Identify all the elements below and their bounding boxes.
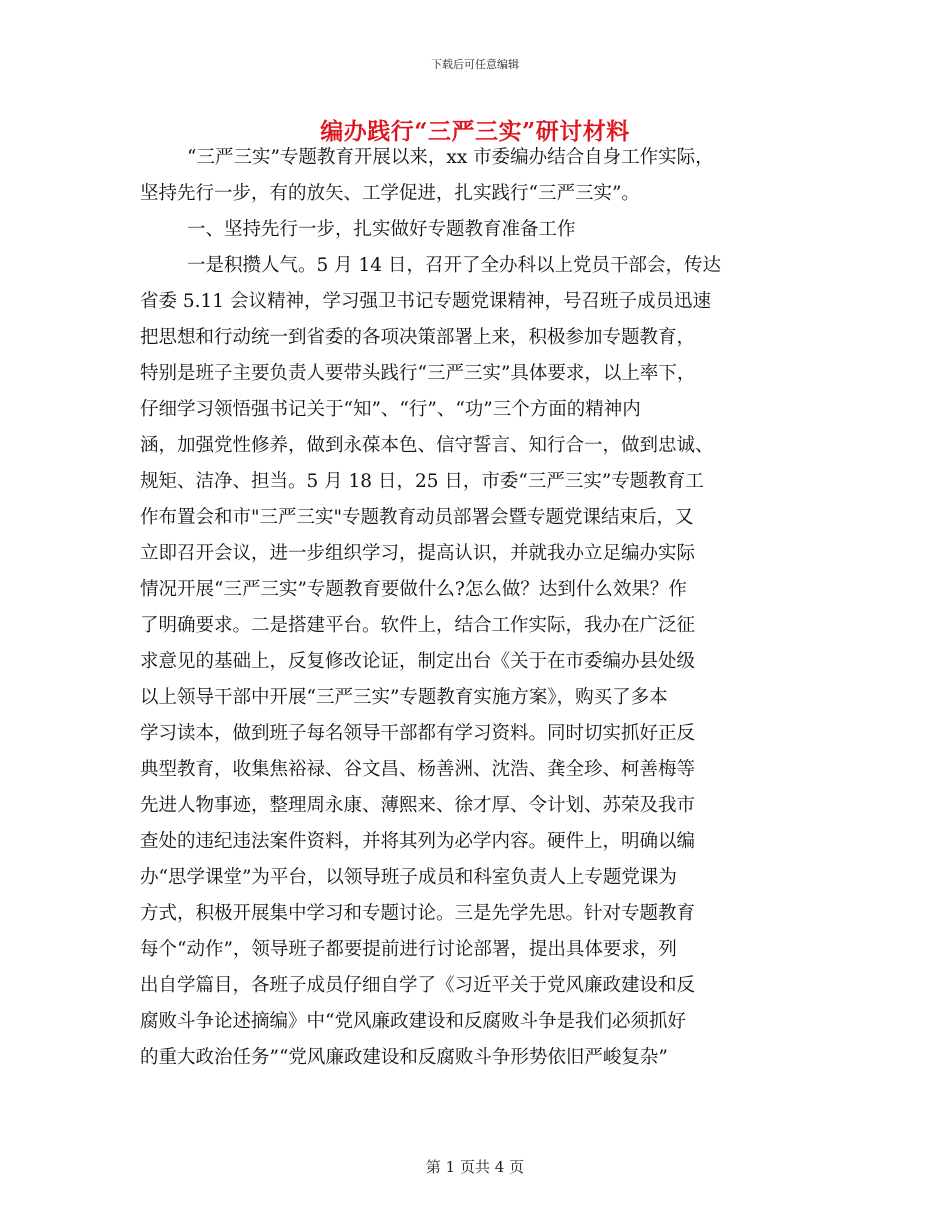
- page-header-note: 下载后可任意编辑: [431, 58, 519, 71]
- document-title: 编办践行“三严三实”研讨材料: [320, 118, 630, 145]
- body-line: 先进人物事迹，整理周永康、薄熙来、徐才厚、令计划、苏荣及我市: [140, 795, 696, 816]
- body-line: 规矩、洁净、担当。5 月 18 日，25 日，市委“三严三实”专题教育工: [140, 471, 704, 492]
- body-line: 立即召开会议，进一步组织学习，提高认识，并就我办立足编办实际: [140, 543, 696, 564]
- body-line: 查处的违纪违法案件资料，并将其列为必学内容。硬件上，明确以编: [140, 831, 696, 852]
- body-line: “三严三实”专题教育开展以来，xx 市委编办结合自身工作实际，: [187, 147, 714, 168]
- body-line: 方式，积极开展集中学习和专题讨论。三是先学先思。针对专题教育: [140, 903, 696, 924]
- body-line: 典型教育，收集焦裕禄、谷文昌、杨善洲、沈浩、龚全珍、柯善梅等: [140, 759, 696, 780]
- body-line: 腐败斗争论述摘编》中“党风廉政建设和反腐败斗争是我们必须抓好: [140, 1011, 686, 1032]
- body-line: 学习读本，做到班子每名领导干部都有学习资料。同时切实抓好正反: [140, 723, 696, 744]
- body-line: 坚持先行一步，有的放矢、工学促进，扎实践行“三严三实”。: [140, 183, 640, 204]
- body-line: 的重大政治任务”“党风廉政建设和反腐败斗争形势依旧严峻复杂”: [140, 1047, 668, 1068]
- body-line: 省委 5.11 会议精神，学习强卫书记专题党课精神，号召班子成员迅速: [140, 291, 711, 312]
- body-line: 涵，加强党性修养，做到永葆本色、信守誓言、知行合一，做到忠诚、: [140, 435, 714, 456]
- body-line: 每个“动作”，领导班子都要提前进行讨论部署，提出具体要求，列: [140, 939, 677, 960]
- body-line: 仔细学习领悟强书记关于“知”、“行”、“功”三个方面的精神内: [140, 399, 641, 420]
- document-body: [140, 140, 815, 1076]
- body-line: 情况开展“三严三实”专题教育要做什么?怎么做？达到什么效果？作: [140, 579, 687, 600]
- body-line: 了明确要求。二是搭建平台。软件上，结合工作实际，我办在广泛征: [140, 615, 696, 636]
- body-line: 一是积攒人气。5 月 14 日，召开了全办科以上党员干部会，传达: [187, 255, 721, 276]
- body-line: 把思想和行动统一到省委的各项决策部署上来，积极参加专题教育，: [140, 327, 696, 348]
- body-line: 作布置会和市"三严三实"专题教育动员部署会暨专题党课结束后，又: [140, 507, 694, 528]
- body-line: 办“思学课堂”为平台，以领导班子成员和科室负责人上专题党课为: [140, 867, 677, 888]
- body-line: 出自学篇目，各班子成员仔细自学了《习近平关于党风廉政建设和反: [140, 975, 696, 996]
- body-line: 以上领导干部中开展“三严三实”专题教育实施方案》，购买了多本: [140, 687, 668, 708]
- body-line: 求意见的基础上，反复修改论证，制定出台《关于在市委编办县处级: [140, 651, 696, 672]
- body-line: 一、坚持先行一步，扎实做好专题教育准备工作: [187, 219, 576, 240]
- body-line: 特别是班子主要负责人要带头践行“三严三实”具体要求，以上率下，: [140, 363, 696, 384]
- page-footer: 第 1 页共 4 页: [425, 1158, 525, 1176]
